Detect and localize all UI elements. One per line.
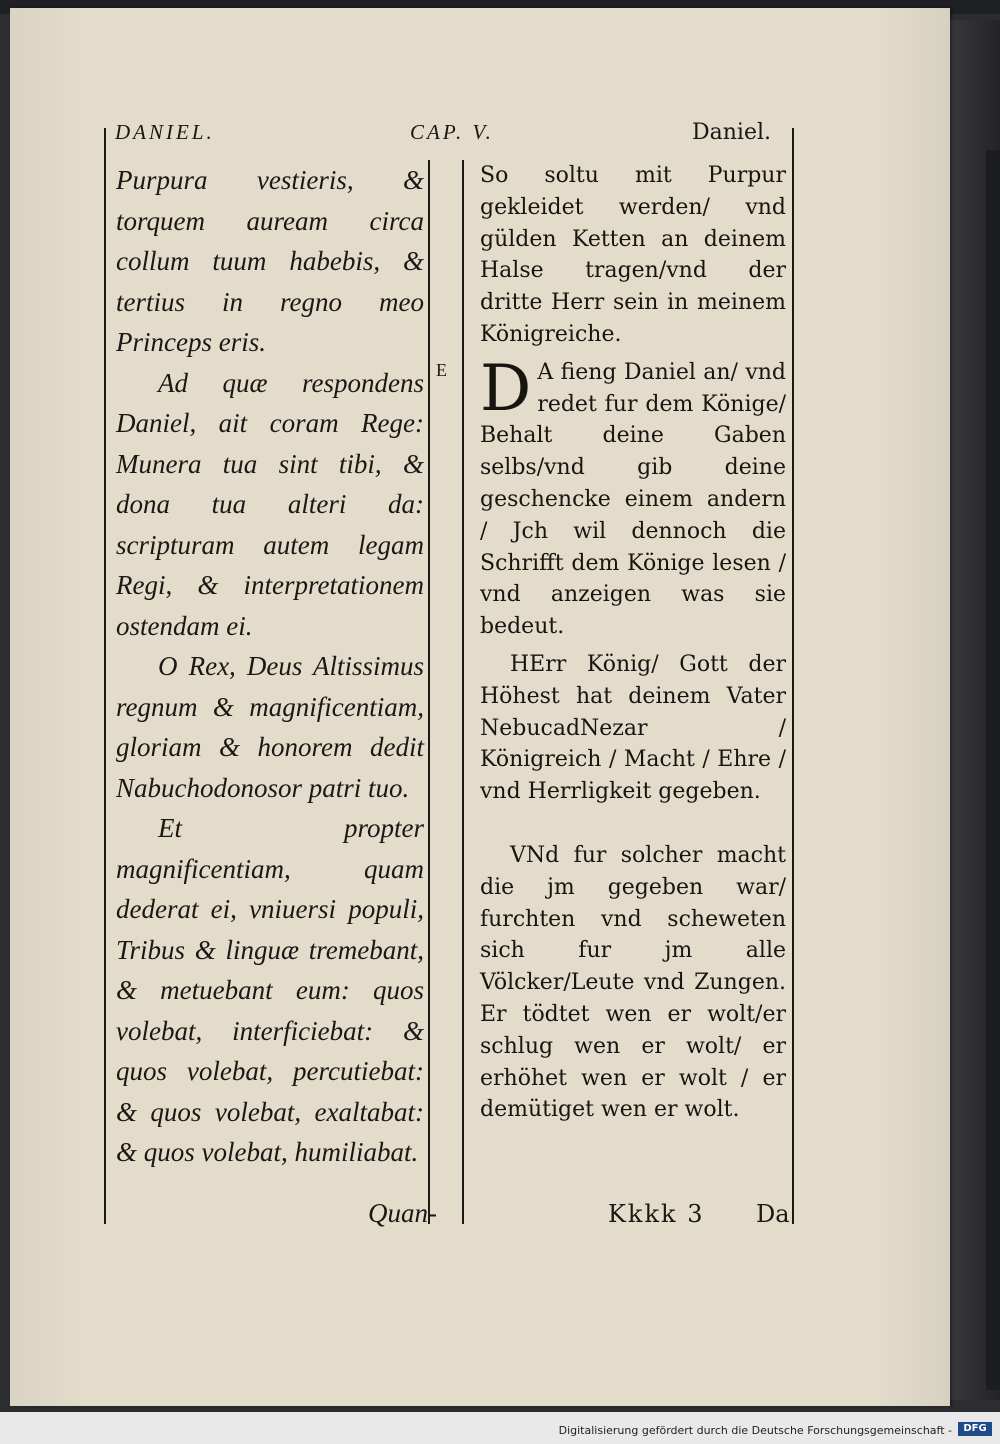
german-paragraph-3: HErr König/ Gott der Höhest hat deinem Vater NebucadNezar / Königreich / Macht / Ehre / vnd Herrligkeit gegeben. bbox=[480, 651, 786, 805]
margin-section-letter: E bbox=[436, 360, 447, 380]
dfg-logo: DFG bbox=[958, 1422, 992, 1436]
column-rule-left-inner bbox=[428, 160, 430, 1224]
column-rule-right-outer bbox=[792, 128, 794, 1224]
funding-credit: Digitalisierung gefördert durch die Deutsche Forschungsgemeinschaft - bbox=[558, 1424, 952, 1437]
latin-paragraph-3: O Rex, Deus Altissimus regnum & magnificentiam, gloriam & honorem dedit Nabuchodonosor patri tuo. bbox=[116, 651, 424, 803]
german-column bbox=[480, 160, 786, 1126]
catchword-right: Da bbox=[756, 1200, 790, 1228]
latin-paragraph-1: Purpura vestieris, & torquem auream circa collum tuum habebis, & tertius in regno meo Princeps eris. bbox=[116, 165, 424, 357]
latin-column bbox=[116, 160, 424, 1173]
german-paragraph-2-text: A fieng Daniel an/ vnd redet fur dem Könige/ Behalt deine Gaben selbs/vnd gib deine geschencke einem andern / Jch wil dennoch die Schrifft dem Könige lesen / vnd anzeigen was sie bedeut. bbox=[480, 359, 786, 640]
german-paragraph-1: So soltu mit Purpur gekleidet werden/ vnd gülden Ketten an deinem Halse tragen/vnd der dritte Herr sein in meinem Königreiche. bbox=[480, 163, 786, 347]
drop-cap-initial: D bbox=[480, 351, 532, 426]
catchword-left: Quan- bbox=[368, 1198, 437, 1228]
latin-paragraph-4: Et propter magnificentiam, quam dederat ei, vniuersi populi, Tribus & linguæ tremebant, & metuebant eum: quos volebat, interficiebat: & quos volebat, percutiebat: & quos volebat, exaltabat: & quos volebat, humiliabat. bbox=[116, 813, 424, 1167]
column-rule-right-inner bbox=[462, 160, 464, 1224]
latin-paragraph-2: Ad quæ respondens Daniel, ait coram Rege: Munera tua sint tibi, & dona tua alteri da: scripturam autem legam Regi, & interpretationem ostendam ei. bbox=[116, 367, 424, 641]
column-rule-left-outer bbox=[104, 128, 106, 1224]
running-head-chapter: CAP. V. bbox=[410, 120, 494, 144]
running-head-right: Daniel. bbox=[692, 120, 772, 145]
signature-mark: Kkkk 3 bbox=[608, 1200, 705, 1228]
german-paragraph-2 bbox=[480, 351, 786, 643]
scan-background-right bbox=[986, 150, 1000, 1390]
german-paragraph-4: VNd fur solcher macht die jm gegeben war/ furchten vnd scheweten sich fur jm alle Völcker/Leute vnd Zungen. Er tödtet wen er wolt/er schlug wen er wolt/ er erhöhet wen er wolt / er demütiget wen er wolt. bbox=[480, 842, 786, 1123]
running-head-left: DANIEL. bbox=[115, 120, 215, 144]
